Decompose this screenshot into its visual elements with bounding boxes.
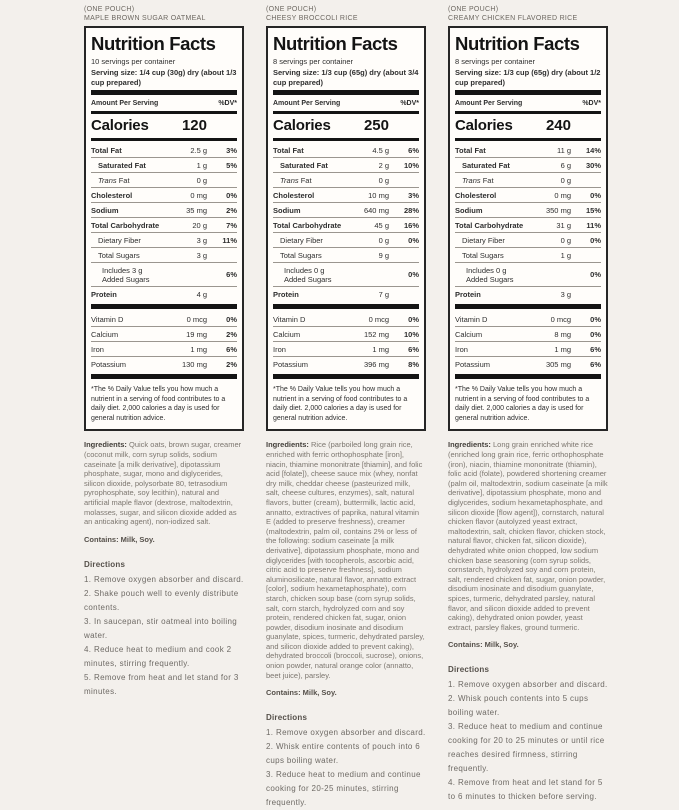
nutrient-row [273,312,419,326]
direction-step: 2. Whisk entire contents of pouch into 6 cups boiling water. [266,742,421,766]
nutrient-row [91,356,237,371]
nutrition-facts-title: Nutrition Facts [91,33,216,54]
nutrient-row [91,326,237,341]
nutrient-dv: 11% [222,235,237,245]
nutrient-dv: 5% [226,160,237,170]
nutrition-facts-box [266,26,426,431]
nutrient-name: Dietary Fiber [462,235,505,245]
nutrient-dv: 3% [226,145,237,155]
ingredients-paragraph [448,440,608,632]
nutrient-dv: 2% [226,329,237,339]
nutrient-dv: 0% [590,235,601,245]
nutrient-name: Saturated Fat [98,160,146,170]
nutrient-name: Dietary Fiber [98,235,141,245]
divider-thick [91,304,237,309]
divider-thick [91,374,237,379]
nutrient-dv: 28% [403,205,419,215]
direction-step: 2. Whisk pouch contents into 5 cups boiling water. [448,694,589,718]
nutrient-row [273,157,419,172]
pouch-header [266,5,426,23]
contains-statement: Contains: Milk, Soy. [266,688,337,698]
ingredients-paragraph [266,440,426,680]
nutrient-amount: 396 mg [363,359,389,369]
nutrient-name: Total Fat [91,145,122,155]
nutrient-name: Vitamin D [455,314,488,324]
nutrient-dv: 0% [408,314,419,324]
directions-list [448,678,608,804]
nutrient-dv: 0% [590,329,601,339]
nutrient-dv: 30% [585,160,601,170]
nutrient-amount: 1 g [196,160,207,170]
nutrient-name: Cholesterol [91,190,133,200]
calories-row [91,116,237,136]
nutrition-panel [266,5,426,810]
pouch-count-label: (ONE POUCH) [266,6,317,13]
nutrient-row [91,172,237,187]
nutrient-name: Includes 0 g Added Sugars [466,265,514,284]
nutrient-amount: 1 mg [190,344,207,354]
nutrient-amount: 0 g [378,235,389,245]
nutrient-rows [91,143,237,301]
direction-step: 3. Reduce heat to medium and continue cooking for 20 to 25 minutes or until rice reaches desired firmness, stirring frequently. [448,722,605,774]
nutrient-dv: 6% [590,359,601,369]
pouch-header [448,5,608,23]
calories-row [455,116,601,136]
nutrient-row [91,202,237,217]
nutrient-amount: 0 g [560,175,571,185]
nutrient-name: Protein [273,289,299,299]
nutrient-row [273,172,419,187]
nutrient-name: Sodium [273,205,301,215]
nutrient-row [273,262,419,286]
product-name: MAPLE BROWN SUGAR OATMEAL [84,15,206,22]
nutrient-row [273,232,419,247]
nutrient-row [455,143,601,157]
serving-size: Serving size: 1/3 cup (65g) dry (about 1/2 cup prepared) [455,68,601,87]
nutrient-row [455,187,601,202]
nutrient-row [91,232,237,247]
nutrient-amount: 45 g [374,220,389,230]
nutrient-name: Potassium [455,359,491,369]
nutrient-row [273,202,419,217]
direction-step: 3. In saucepan, stir oatmeal into boiling water. [84,616,238,640]
nutrient-name: Includes 3 g Added Sugars [102,265,150,284]
amount-per-serving-row [91,98,237,109]
nutrient-name: Sodium [91,205,119,215]
nutrient-name: Protein [91,289,117,299]
product-name: CREAMY CHICKEN FLAVORED RICE [448,15,578,22]
calories-label: Calories [273,117,331,135]
directions-heading: Directions [448,665,490,675]
nutrient-name: Iron [91,344,104,354]
ingredients-label: Ingredients: [266,440,309,450]
direction-step: 2. Shake pouch well to evenly distribute contents. [84,588,239,612]
daily-value-footnote: *The % Daily Value tells you how much a nutrient in a serving of food contributes to a daily diet. 2,000 calories a day is used for general nutrition advice. [273,386,408,422]
nutrient-dv: 6% [408,344,419,354]
calories-label: Calories [91,117,149,135]
ingredients-text: Long grain enriched white rice (enriched long grain rice, ferric orthophosphate (iron), niacin, thiamine mononitrate (thiamin), folic acid (folate), powdered shortening creamer (palm oil, maltodextrin, sodium caseinate [a milk derivative], dipotassium phosphate, mono and diglycerides, sodium hexametaphosphate, and silicon dioxide [flow agent]), cornstarch, natural chicken flavor (autolyzed yeast extract, maltodextrin, salt, chicken flavor, chicken stock, natural flavor, chicken fat, silicon dioxide), dehydrated white onion chopped, low sodium chicken base seasoning (corn syrup solids, cornstarch, hydrolyzed soy and corn protein, salt, rendered chicken fat, sugar, onion powder, disodium inosinate and disodium guanylate, spices, turmeric, dehydrated parsley, natural flavor, and silicon dioxide added to prevent caking), dehydrated onion powder, yeast extract, parsley flakes, ground turmeric. [448,440,608,632]
vitamin-rows [455,312,601,371]
nutrient-dv: 16% [403,220,419,230]
nutrient-row [91,157,237,172]
nutrient-row [273,356,419,371]
nutrient-amount: 3 g [196,235,207,245]
nutrient-dv: 10% [403,329,419,339]
nutrient-row [273,326,419,341]
divider-thick [273,374,419,379]
calories-value: 120 [181,117,207,135]
divider-thick [455,304,601,309]
nutrient-name: Calcium [455,329,483,339]
nutrient-name: Total Carbohydrate [91,220,160,230]
divider-thick [455,374,601,379]
nutrient-dv: 0% [408,235,419,245]
nutrient-row [91,187,237,202]
nutrient-amount: 0 g [196,175,207,185]
nutrient-name: Dietary Fiber [280,235,323,245]
nutrient-name: Iron [273,344,286,354]
nutrient-dv: 6% [226,344,237,354]
servings-per-container: 10 servings per container [91,57,176,67]
nutrient-amount: 19 mg [186,329,207,339]
nutrient-name: Total Carbohydrate [455,220,524,230]
dv-header-label: %DV* [218,100,237,108]
nutrition-panel [448,5,608,810]
servings-per-container: 8 servings per container [273,57,354,67]
nutrient-amount: 350 mg [545,205,571,215]
calories-row [273,116,419,136]
nutrient-row [91,262,237,286]
serving-size: Serving size: 1/4 cup (30g) dry (about 1/3 cup prepared) [91,68,237,87]
nutrient-dv: 0% [408,270,419,280]
product-name: CHEESY BROCCOLI RICE [266,15,358,22]
nutrient-row [455,312,601,326]
nutrient-amount: 0 g [378,175,389,185]
ingredients-label: Ingredients: [448,440,491,450]
nutrient-amount: 20 g [192,220,207,230]
nutrient-row [91,217,237,232]
divider-medium [91,111,237,114]
calories-value: 240 [545,117,571,135]
directions-heading: Directions [266,713,308,723]
nutrient-amount: 4.5 g [372,145,389,155]
vitamin-rows [273,312,419,371]
directions-list [266,726,426,810]
nutrient-row [455,202,601,217]
nutrient-dv: 2% [226,359,237,369]
nutrient-name: Sodium [455,205,483,215]
nutrient-name: Saturated Fat [462,160,510,170]
pouch-count-label: (ONE POUCH) [84,6,135,13]
direction-step: 4. Remove from heat and let stand for 5 to 6 minutes to thicken before serving. [448,778,603,802]
nutrient-row [455,326,601,341]
nutrient-amount: 0 g [560,235,571,245]
direction-step: 3. Reduce heat to medium and continue cooking for 20-25 minutes, stirring frequently. [266,770,421,808]
nutrient-row [273,143,419,157]
nutrient-dv: 2% [226,205,237,215]
directions-list [84,573,244,699]
nutrient-row [273,217,419,232]
nutrient-rows [455,143,601,301]
nutrient-amount: 1 mg [554,344,571,354]
nutrient-amount: 0 mcg [550,314,571,324]
nutrient-amount: 8 mg [554,329,571,339]
nutrient-name: Includes 0 g Added Sugars [284,265,332,284]
nutrient-name: Protein [455,289,481,299]
divider-medium [455,138,601,141]
calories-label: Calories [455,117,513,135]
ingredients-text: Quick oats, brown sugar, creamer (coconut milk, corn syrup solids, sodium caseinate [a milk derivative], dipotassium phosphate, sugar, mono and diglycerides, silicon dioxide, polysorbate 80, tetrasodium pyrophosphate, soy lecithin), natural and artificial maple flavor (dextrose, maltodextrin, molasses, sugar, and silicon dioxide added as an anticaking agent), non-iodized salt. [84,440,242,527]
divider-medium [91,138,237,141]
nutrient-dv: 0% [226,314,237,324]
nutrient-name: Calcium [273,329,301,339]
nutrient-amount: 10 mg [368,190,389,200]
nutrient-amount: 3 g [196,250,207,260]
nutrient-amount: 1 g [560,250,571,260]
nutrient-row [455,157,601,172]
nutrient-amount: 31 g [556,220,571,230]
nutrient-dv: 6% [226,270,237,280]
nutrient-amount: 130 mg [181,359,207,369]
nutrition-facts-box [84,26,244,431]
direction-step: 1. Remove oxygen absorber and discard. [448,680,608,690]
nutrient-amount: 7 g [378,289,389,299]
nutrient-amount: 35 mg [186,205,207,215]
nutrient-name: Total Fat [273,145,304,155]
nutrient-name: Iron [455,344,468,354]
nutrition-facts-box [448,26,608,431]
calories-value: 250 [363,117,389,135]
contains-statement: Contains: Milk, Soy. [84,534,155,544]
divider-thick [91,90,237,95]
serving-size: Serving size: 1/3 cup (65g) dry (about 3/4 cup prepared) [273,68,419,87]
divider-thick [273,304,419,309]
pouch-header [84,5,244,23]
nutrition-facts-title: Nutrition Facts [273,33,398,54]
nutrient-name: Vitamin D [273,314,306,324]
nutrition-panel [84,5,244,810]
nutrient-amount: 640 mg [363,205,389,215]
nutrient-name: Saturated Fat [280,160,328,170]
amount-per-serving-row [455,98,601,109]
nutrient-amount: 152 mg [363,329,389,339]
direction-step: 1. Remove oxygen absorber and discard. [266,728,426,738]
divider-medium [455,111,601,114]
nutrient-dv: 0% [226,190,237,200]
dv-header-label: %DV* [582,100,601,108]
direction-step: 5. Remove from heat and let stand for 3 minutes. [84,672,239,696]
nutrient-amount: 6 g [560,160,571,170]
amount-per-serving-row [273,98,419,109]
nutrient-dv: 14% [585,145,601,155]
pouch-count-label: (ONE POUCH) [448,6,499,13]
nutrition-facts-title: Nutrition Facts [455,33,580,54]
nutrient-amount: 9 g [378,250,389,260]
nutrient-row [455,247,601,262]
divider-thick [273,90,419,95]
vitamin-rows [91,312,237,371]
nutrient-row [273,341,419,356]
nutrient-row [455,217,601,232]
nutrient-dv: 11% [586,220,601,230]
nutrient-amount: 0 mg [554,190,571,200]
nutrient-name: Vitamin D [91,314,124,324]
nutrient-row [91,247,237,262]
nutrient-rows [273,143,419,301]
direction-step: 4. Reduce heat to medium and cook 2 minutes, stirring frequently. [84,644,232,668]
nutrient-name: Total Sugars [280,250,322,260]
direction-step: 1. Remove oxygen absorber and discard. [84,574,244,584]
nutrient-name: Total Sugars [462,250,504,260]
nutrient-dv: 15% [585,205,601,215]
divider-thick [455,90,601,95]
divider-medium [273,138,419,141]
nutrient-amount: 2.5 g [190,145,207,155]
nutrient-dv: 8% [408,359,419,369]
directions-heading: Directions [84,559,126,569]
nutrient-dv: 6% [590,344,601,354]
amount-per-serving-label: Amount Per Serving [91,100,159,108]
ingredients-label: Ingredients: [84,440,127,450]
nutrient-row [273,286,419,301]
nutrient-amount: 11 g [556,145,571,155]
nutrient-row [91,341,237,356]
nutrient-amount: 0 mcg [368,314,389,324]
nutrient-row [455,286,601,301]
nutrient-name: Calcium [91,329,119,339]
nutrient-dv: 0% [590,270,601,280]
nutrient-dv: 7% [226,220,237,230]
nutrient-row [455,341,601,356]
nutrient-dv: 6% [408,145,419,155]
dv-header-label: %DV* [400,100,419,108]
nutrient-dv: 10% [403,160,419,170]
nutrient-amount: 4 g [196,289,207,299]
nutrient-name: Trans Fat [98,175,130,185]
nutrient-name: Total Carbohydrate [273,220,342,230]
nutrient-row [91,143,237,157]
daily-value-footnote: *The % Daily Value tells you how much a nutrient in a serving of food contributes to a daily diet. 2,000 calories a day is used for general nutrition advice. [455,386,590,422]
nutrient-name: Total Sugars [98,250,140,260]
nutrient-row [91,312,237,326]
nutrient-amount: 1 mg [372,344,389,354]
nutrient-row [455,262,601,286]
nutrient-dv: 0% [590,314,601,324]
nutrient-amount: 305 mg [545,359,571,369]
nutrient-row [273,187,419,202]
nutrient-name: Cholesterol [455,190,497,200]
nutrient-dv: 0% [590,190,601,200]
nutrient-row [455,232,601,247]
contains-statement: Contains: Milk, Soy. [448,640,519,650]
nutrient-row [91,286,237,301]
ingredients-paragraph [84,440,244,526]
amount-per-serving-label: Amount Per Serving [455,100,523,108]
nutrient-name: Potassium [91,359,127,369]
servings-per-container: 8 servings per container [455,57,536,67]
amount-per-serving-label: Amount Per Serving [273,100,341,108]
divider-medium [273,111,419,114]
nutrient-amount: 0 mcg [186,314,207,324]
nutrient-name: Cholesterol [273,190,315,200]
nutrient-name: Trans Fat [462,175,494,185]
nutrient-row [455,172,601,187]
nutrient-name: Total Fat [455,145,486,155]
ingredients-text: Rice (parboiled long grain rice, enriched with ferric orthophosphate [iron], niacin, thiamine mononitrate [thiamin], and folic acid [folate]), cheese sauce mix (whey, nonfat dry milk, cheddar cheese (pasteurized milk, salt, cheese cultures, enzymes), salt, natural flavors, butter (cream), buttermilk, lactic acid, annatto, extractives of paprika, natural vitamin E (added to preserve freshness), creamer (maltodextrin, palm oil, contains 2% or less of the following: sodium caseinate [a milk derivative], dipotassium phosphate, mono and diglycerides [with tocopherols, ascorbic acid, citric acid to preserve freshness], sodium aluminosilicate, natural flavor, annatto extract [color], sodium hexametaphosphate), corn starch, chicken soup base (corn syrup solids, salt, corn starch, hydrolyzed corn and soy protein, rendered chicken fat, sugar, onion powder, disodium inosinate and disodium guanylate, spices, turmeric, dehydrated parsley, and silicon dioxide added to prevent caking), dehydrated broccoli (broccoli, sucrose), onions, onion powder, natural orange color (annatto, beet juice), parsley. [266,440,425,680]
nutrient-amount: 3 g [560,289,571,299]
daily-value-footnote: *The % Daily Value tells you how much a nutrient in a serving of food contributes to a daily diet. 2,000 calories a day is used for general nutrition advice. [91,386,226,422]
nutrient-row [273,247,419,262]
nutrient-amount: 0 mg [190,190,207,200]
nutrient-name: Trans Fat [280,175,312,185]
nutrient-row [455,356,601,371]
nutrient-dv: 3% [408,190,419,200]
nutrient-name: Potassium [273,359,309,369]
nutrient-amount: 2 g [378,160,389,170]
